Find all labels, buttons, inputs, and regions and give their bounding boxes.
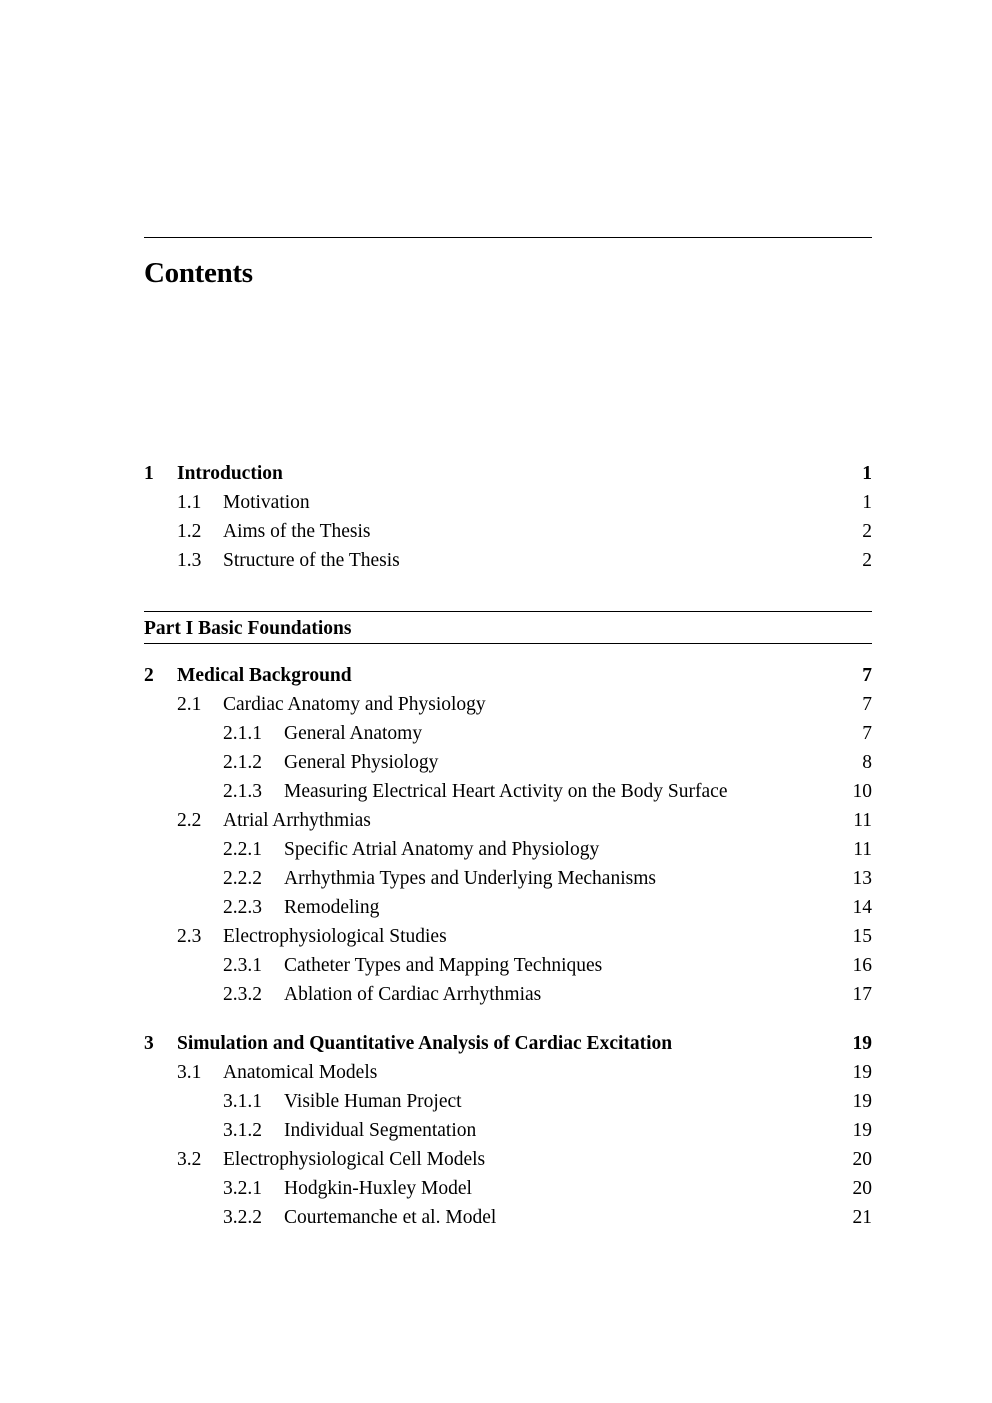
- entry-title: Structure of the Thesis: [223, 546, 406, 575]
- toc-entry[interactable]: [144, 893, 872, 922]
- toc-entry[interactable]: [144, 777, 872, 806]
- entry-page-number: 19: [852, 1120, 872, 1141]
- entry-page-number: 16: [852, 955, 872, 976]
- entry-page-number: 7: [862, 665, 872, 686]
- entry-number: 1.2: [177, 521, 202, 542]
- entry-page-number: 20: [852, 1178, 872, 1199]
- entry-title: Cardiac Anatomy and Physiology: [223, 690, 492, 719]
- entry-page-number: 17: [852, 984, 872, 1005]
- entry-title: Measuring Electrical Heart Activity on the Body Surface: [284, 777, 733, 806]
- entry-page-number: 21: [852, 1207, 872, 1228]
- toc-entry[interactable]: [144, 980, 872, 1009]
- entry-title: Arrhythmia Types and Underlying Mechanisms: [284, 864, 662, 893]
- toc-entry[interactable]: [144, 1029, 872, 1058]
- entry-page-number: 19: [852, 1033, 872, 1054]
- entry-title: Remodeling: [284, 893, 385, 922]
- entry-number: 3.1.2: [223, 1120, 262, 1141]
- entry-page-number: 2: [862, 550, 872, 571]
- entry-title: Electrophysiological Cell Models: [223, 1145, 491, 1174]
- entry-number: 2.3.1: [223, 955, 262, 976]
- entry-number: 2: [144, 665, 154, 686]
- toc-entry[interactable]: [144, 488, 872, 517]
- part-top-rule: [144, 611, 872, 612]
- entry-page-number: 19: [852, 1062, 872, 1083]
- entry-page-number: 10: [852, 781, 872, 802]
- toc-entry[interactable]: [144, 517, 872, 546]
- entry-title: Hodgkin-Huxley Model: [284, 1174, 478, 1203]
- entry-number: 1: [144, 463, 154, 484]
- entry-title: Medical Background: [177, 661, 358, 690]
- part-heading[interactable]: [144, 614, 352, 643]
- entry-number: 2.3: [177, 926, 202, 947]
- toc-entry[interactable]: [144, 1145, 872, 1174]
- entry-title: Aims of the Thesis: [223, 517, 377, 546]
- entry-page-number: 20: [852, 1149, 872, 1170]
- entry-number: 3.2.2: [223, 1207, 262, 1228]
- entry-title: Ablation of Cardiac Arrhythmias: [284, 980, 547, 1009]
- toc-entry[interactable]: [144, 546, 872, 575]
- entry-page-number: 14: [852, 897, 872, 918]
- entry-page-number: 1: [862, 463, 872, 484]
- toc-entry[interactable]: [144, 719, 872, 748]
- toc-entry[interactable]: [144, 1174, 872, 1203]
- toc-entry[interactable]: [144, 806, 872, 835]
- entry-page-number: 7: [862, 723, 872, 744]
- entry-number: 3.1.1: [223, 1091, 262, 1112]
- toc-entry[interactable]: [144, 1203, 872, 1232]
- entry-page-number: 13: [852, 868, 872, 889]
- entry-page-number: 11: [853, 810, 872, 831]
- entry-title: Introduction: [177, 459, 289, 488]
- entry-title: Simulation and Quantitative Analysis of Cardiac Excitation: [177, 1029, 678, 1058]
- entry-title: Specific Atrial Anatomy and Physiology: [284, 835, 605, 864]
- entry-title: Individual Segmentation: [284, 1116, 482, 1145]
- entry-title: Catheter Types and Mapping Techniques: [284, 951, 608, 980]
- entry-number: 3: [144, 1033, 154, 1054]
- entry-number: 3.2.1: [223, 1178, 262, 1199]
- entry-number: 2.1: [177, 694, 202, 715]
- entry-title: Courtemanche et al. Model: [284, 1203, 502, 1232]
- entry-page-number: 1: [862, 492, 872, 513]
- page-title: Contents: [144, 257, 253, 289]
- entry-title: Motivation: [223, 488, 316, 517]
- toc-entry[interactable]: [144, 922, 872, 951]
- entry-title: Anatomical Models: [223, 1058, 383, 1087]
- entry-page-number: 15: [852, 926, 872, 947]
- part-label: Part I: [144, 618, 194, 639]
- entry-number: 1.3: [177, 550, 202, 571]
- toc-entry[interactable]: [144, 951, 872, 980]
- part-bottom-rule: [144, 643, 872, 644]
- toc-entry[interactable]: [144, 1116, 872, 1145]
- entry-title: Electrophysiological Studies: [223, 922, 453, 951]
- toc-entry[interactable]: [144, 661, 872, 690]
- entry-number: 2.2.3: [223, 897, 262, 918]
- entry-page-number: 2: [862, 521, 872, 542]
- toc-entry[interactable]: [144, 690, 872, 719]
- toc-entry[interactable]: [144, 459, 872, 488]
- entry-page-number: 11: [853, 839, 872, 860]
- toc-entry[interactable]: [144, 1058, 872, 1087]
- toc-entry[interactable]: [144, 835, 872, 864]
- entry-number: 3.2: [177, 1149, 202, 1170]
- entry-number: 2.2.1: [223, 839, 262, 860]
- entry-title: General Anatomy: [284, 719, 428, 748]
- entry-number: 1.1: [177, 492, 202, 513]
- entry-title: Visible Human Project: [284, 1087, 468, 1116]
- entry-number: 2.1.2: [223, 752, 262, 773]
- toc-entry[interactable]: [144, 748, 872, 777]
- entry-number: 2.1.1: [223, 723, 262, 744]
- toc-entry[interactable]: [144, 864, 872, 893]
- entry-number: 3.1: [177, 1062, 202, 1083]
- entry-page-number: 8: [862, 752, 872, 773]
- toc-entry[interactable]: [144, 1087, 872, 1116]
- top-rule: [144, 237, 872, 238]
- entry-number: 2.1.3: [223, 781, 262, 802]
- entry-number: 2.3.2: [223, 984, 262, 1005]
- entry-page-number: 7: [862, 694, 872, 715]
- entry-title: General Physiology: [284, 748, 444, 777]
- entry-number: 2.2: [177, 810, 202, 831]
- entry-page-number: 19: [852, 1091, 872, 1112]
- entry-title: Atrial Arrhythmias: [223, 806, 377, 835]
- entry-number: 2.2.2: [223, 868, 262, 889]
- part-title: Basic Foundations: [198, 618, 352, 639]
